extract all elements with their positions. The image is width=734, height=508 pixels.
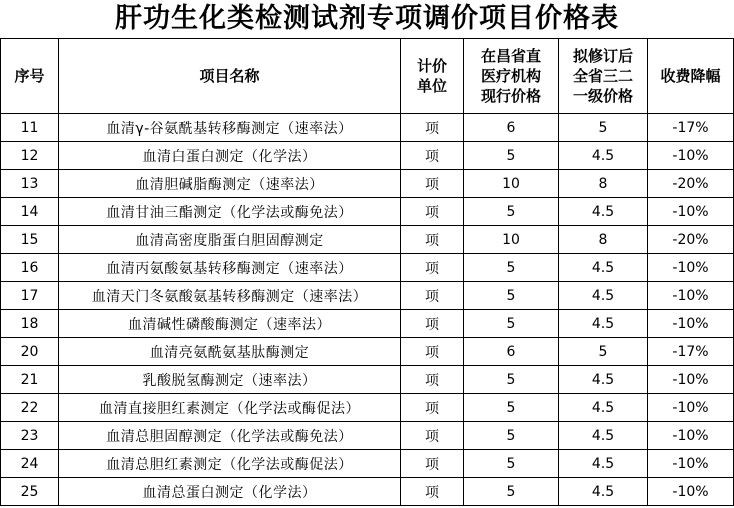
cell-name: 血清总胆红素测定（化学法或酶促法） [59,450,401,478]
cell-name: 血清高密度脂蛋白胆固醇测定 [59,226,401,254]
cell-name: 血清天门冬氨酸氨基转移酶测定（速率法） [59,282,401,310]
cell-current-price: 6 [464,114,559,142]
cell-name: 血清碱性磷酸酶测定（速率法） [59,310,401,338]
cell-drop: -10% [648,198,734,226]
cell-drop: -17% [648,338,734,366]
cell-seq: 22 [1,394,59,422]
cell-current-price: 5 [464,198,559,226]
header-drop: 收费降幅 [648,39,734,114]
table-row [1,366,734,394]
cell-unit: 项 [401,142,464,170]
cell-new-price: 4.5 [559,478,648,506]
table-row [1,450,734,478]
table-row [1,422,734,450]
cell-drop: -10% [648,450,734,478]
cell-drop: -20% [648,170,734,198]
cell-seq: 18 [1,310,59,338]
table-row [1,170,734,198]
cell-drop: -10% [648,366,734,394]
table-row [1,254,734,282]
cell-name: 血清总蛋白测定（化学法） [59,478,401,506]
cell-current-price: 5 [464,450,559,478]
cell-current-price: 10 [464,226,559,254]
cell-unit: 项 [401,394,464,422]
header-unit-line1: 计价 [416,57,447,75]
cell-new-price: 4.5 [559,422,648,450]
table-row [1,394,734,422]
cell-seq: 17 [1,282,59,310]
cell-unit: 项 [401,254,464,282]
cell-name: 血清胆碱脂酶测定（速率法） [59,170,401,198]
cell-new-price: 4.5 [559,254,648,282]
table-row [1,198,734,226]
cell-new-price: 4.5 [559,366,648,394]
cell-drop: -17% [648,114,734,142]
header-row [1,39,734,114]
cell-seq: 13 [1,170,59,198]
cell-current-price: 5 [464,422,559,450]
header-new-line1: 拟修订后 [572,47,633,65]
cell-current-price: 5 [464,366,559,394]
cell-seq: 15 [1,226,59,254]
cell-drop: -10% [648,394,734,422]
cell-current-price: 10 [464,170,559,198]
cell-new-price: 4.5 [559,450,648,478]
cell-name: 血清甘油三酯测定（化学法或酶免法） [59,198,401,226]
cell-name: 血清直接胆红素测定（化学法或酶促法） [59,394,401,422]
table-row [1,142,734,170]
cell-current-price: 5 [464,394,559,422]
cell-new-price: 8 [559,226,648,254]
cell-new-price: 8 [559,170,648,198]
cell-current-price: 5 [464,282,559,310]
cell-current-price: 5 [464,254,559,282]
cell-seq: 25 [1,478,59,506]
table-row [1,226,734,254]
cell-name: 血清白蛋白测定（化学法） [59,142,401,170]
cell-current-price: 6 [464,338,559,366]
cell-new-price: 4.5 [559,198,648,226]
cell-new-price: 4.5 [559,142,648,170]
cell-drop: -10% [648,254,734,282]
cell-new-price: 5 [559,338,648,366]
price-table [0,38,734,506]
cell-name: 乳酸脱氢酶测定（速率法） [59,366,401,394]
cell-name: 血清总胆固醇测定（化学法或酶免法） [59,422,401,450]
cell-seq: 21 [1,366,59,394]
header-current-price [464,39,559,114]
cell-new-price: 4.5 [559,282,648,310]
cell-unit: 项 [401,338,464,366]
header-unit [401,39,464,114]
cell-seq: 23 [1,422,59,450]
cell-new-price: 5 [559,114,648,142]
cell-seq: 11 [1,114,59,142]
cell-drop: -10% [648,422,734,450]
page-title: 肝功生化类检测试剂专项调价项目价格表 [115,3,619,34]
cell-current-price: 5 [464,310,559,338]
table-row [1,310,734,338]
cell-unit: 项 [401,226,464,254]
cell-unit: 项 [401,198,464,226]
cell-unit: 项 [401,310,464,338]
cell-drop: -10% [648,142,734,170]
cell-seq: 14 [1,198,59,226]
cell-seq: 16 [1,254,59,282]
cell-unit: 项 [401,366,464,394]
header-new-line3: 一级价格 [572,87,633,105]
cell-seq: 24 [1,450,59,478]
table-row [1,282,734,310]
cell-current-price: 5 [464,142,559,170]
cell-drop: -10% [648,478,734,506]
cell-unit: 项 [401,282,464,310]
header-new-price [559,39,648,114]
cell-name: 血清γ-谷氨酰基转移酶测定（速率法） [59,114,401,142]
cell-unit: 项 [401,478,464,506]
cell-drop: -10% [648,282,734,310]
header-current-line1: 在昌省直 [480,47,541,65]
cell-unit: 项 [401,170,464,198]
table-row [1,114,734,142]
cell-new-price: 4.5 [559,310,648,338]
header-new-line2: 全省三二 [572,67,633,85]
table-body [1,114,734,506]
cell-new-price: 4.5 [559,394,648,422]
header-current-line2: 医疗机构 [480,67,541,85]
cell-unit: 项 [401,422,464,450]
cell-drop: -20% [648,226,734,254]
cell-seq: 12 [1,142,59,170]
cell-seq: 20 [1,338,59,366]
header-current-line3: 现行价格 [480,87,541,105]
cell-unit: 项 [401,114,464,142]
table-row [1,338,734,366]
cell-name: 血清亮氨酰氨基肽酶测定 [59,338,401,366]
header-name: 项目名称 [59,39,401,114]
header-unit-line2: 单位 [416,77,447,95]
cell-current-price: 5 [464,478,559,506]
table-row [1,478,734,506]
cell-drop: -10% [648,310,734,338]
cell-name: 血清丙氨酸氨基转移酶测定（速率法） [59,254,401,282]
cell-unit: 项 [401,450,464,478]
header-seq: 序号 [1,39,59,114]
